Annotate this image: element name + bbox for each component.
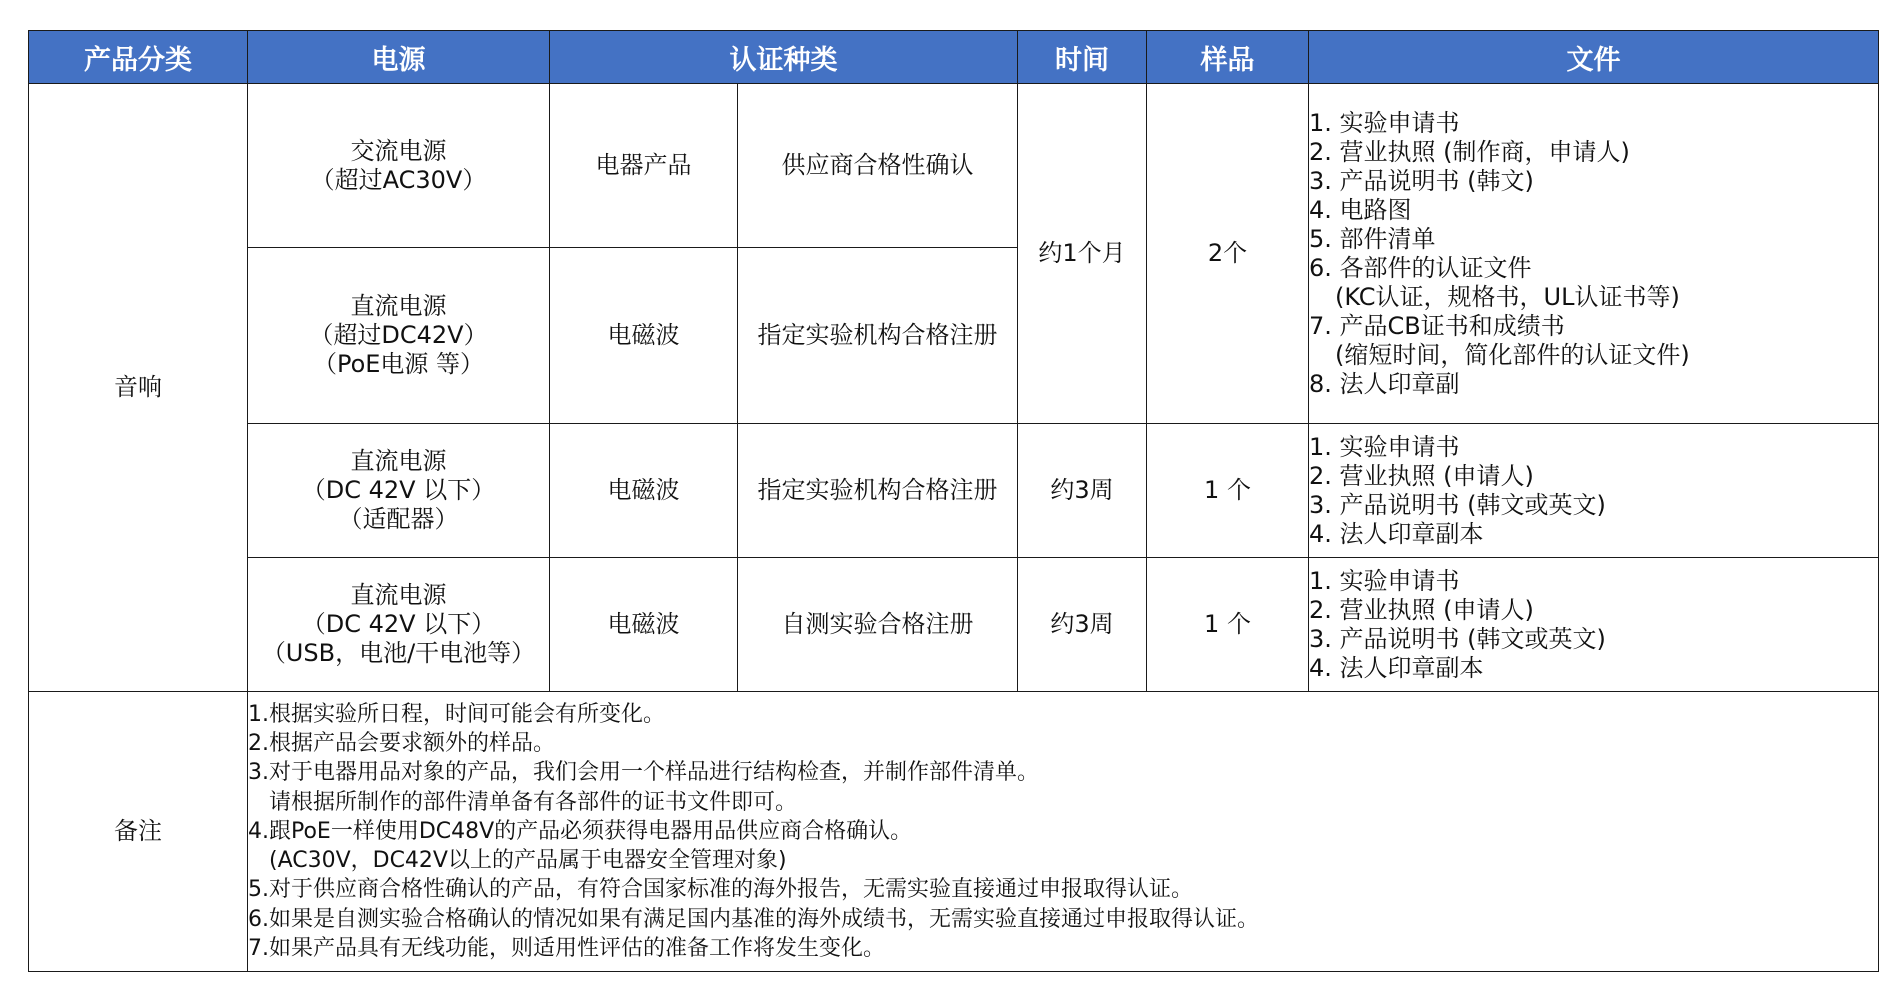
certification-table [28, 30, 1879, 972]
cert-method-cell: 供应商合格性确认 [738, 84, 1018, 248]
cert-type-cell: 电器产品 [550, 84, 738, 248]
header-time: 时间 [1018, 31, 1147, 84]
notes-label: 备注 [29, 692, 248, 972]
power-line: （PoE电源 等） [312, 350, 485, 378]
power-line: 直流电源 [350, 447, 447, 475]
file-item: 6. 各部件的认证文件 [1309, 253, 1532, 282]
note-line: 5.对于供应商合格性确认的产品，有符合国家标准的海外报告，无需实验直接通过申报取得认证。 [248, 877, 1193, 903]
time-cell: 约3周 [1018, 424, 1147, 558]
samples-cell: 1 个 [1147, 558, 1309, 692]
files-cell [1309, 558, 1879, 692]
table-row [29, 84, 1879, 248]
file-item: 8. 法人印章副 [1309, 369, 1460, 398]
header-power: 电源 [248, 31, 550, 84]
cert-type-cell: 电磁波 [550, 248, 738, 424]
power-cell-ac [248, 84, 550, 248]
note-line: 2.根据产品会要求额外的样品。 [248, 731, 555, 757]
power-line: （USB，电池/干电池等） [261, 639, 536, 667]
cert-method-cell: 指定实验机构合格注册 [738, 248, 1018, 424]
note-line: 请根据所制作的部件清单备有各部件的证书文件即可。 [248, 789, 797, 815]
note-line: 6.如果是自测实验合格确认的情况如果有满足国内基准的海外成绩书，无需实验直接通过申报取得认证。 [248, 906, 1259, 932]
power-line: （DC 42V 以下） [301, 476, 496, 504]
file-item: 1. 实验申请书 [1309, 108, 1460, 137]
time-cell: 约3周 [1018, 558, 1147, 692]
power-line: （DC 42V 以下） [301, 610, 496, 638]
power-cell-dc-poe [248, 248, 550, 424]
file-item: 3. 产品说明书 (韩文或英文) [1309, 490, 1606, 519]
note-line: 7.如果产品具有无线功能，则适用性评估的准备工作将发生变化。 [248, 935, 885, 961]
note-line: 3.对于电器用品对象的产品，我们会用一个样品进行结构检查，并制作部件清单。 [248, 760, 1039, 786]
table-row [29, 558, 1879, 692]
power-cell-usb [248, 558, 550, 692]
file-item: 7. 产品CB证书和成绩书 [1309, 311, 1565, 340]
files-cell [1309, 84, 1879, 424]
samples-cell: 2个 [1147, 84, 1309, 424]
power-line: （适配器） [338, 505, 459, 533]
file-item: 2. 营业执照 (制作商，申请人) [1309, 137, 1630, 166]
header-files: 文件 [1309, 31, 1879, 84]
file-item-detail: (缩短时间，简化部件的认证文件) [1335, 340, 1690, 369]
note-line: 4.跟PoE一样使用DC48V的产品必须获得电器用品供应商合格确认。 [248, 818, 913, 844]
header-cert-type: 认证种类 [550, 31, 1018, 84]
table-row [29, 424, 1879, 558]
file-item: 3. 产品说明书 (韩文或英文) [1309, 624, 1606, 653]
cert-method-cell: 指定实验机构合格注册 [738, 424, 1018, 558]
header-row [29, 31, 1879, 84]
note-line: (AC30V，DC42V以上的产品属于电器安全管理对象) [248, 848, 787, 874]
file-item: 4. 法人印章副本 [1309, 653, 1484, 682]
files-cell [1309, 424, 1879, 558]
header-category: 产品分类 [29, 31, 248, 84]
cert-method-cell: 自测实验合格注册 [738, 558, 1018, 692]
header-samples: 样品 [1147, 31, 1309, 84]
file-item: 2. 营业执照 (申请人) [1309, 461, 1534, 490]
power-line: 交流电源 [350, 136, 447, 165]
note-line: 1.根据实验所日程，时间可能会有所变化。 [248, 702, 665, 728]
file-item: 2. 营业执照 (申请人) [1309, 595, 1534, 624]
cert-type-cell: 电磁波 [550, 558, 738, 692]
file-item: 1. 实验申请书 [1309, 432, 1460, 461]
file-item: 4. 电路图 [1309, 195, 1412, 224]
file-item: 3. 产品说明书 (韩文) [1309, 166, 1534, 195]
power-line: （超过AC30V） [310, 165, 487, 194]
notes-row [29, 692, 1879, 972]
file-item: 4. 法人印章副本 [1309, 519, 1484, 548]
notes-cell [248, 692, 1879, 972]
file-item: 5. 部件清单 [1309, 224, 1436, 253]
cert-type-cell: 电磁波 [550, 424, 738, 558]
file-item: 1. 实验申请书 [1309, 566, 1460, 595]
category-cell: 音响 [29, 84, 248, 692]
file-item-detail: (KC认证，规格书，UL认证书等) [1335, 282, 1680, 311]
time-cell: 约1个月 [1018, 84, 1147, 424]
power-line: （超过DC42V） [309, 321, 488, 349]
power-line: 直流电源 [350, 292, 447, 320]
power-line: 直流电源 [350, 581, 447, 609]
power-cell-adapter [248, 424, 550, 558]
samples-cell: 1 个 [1147, 424, 1309, 558]
